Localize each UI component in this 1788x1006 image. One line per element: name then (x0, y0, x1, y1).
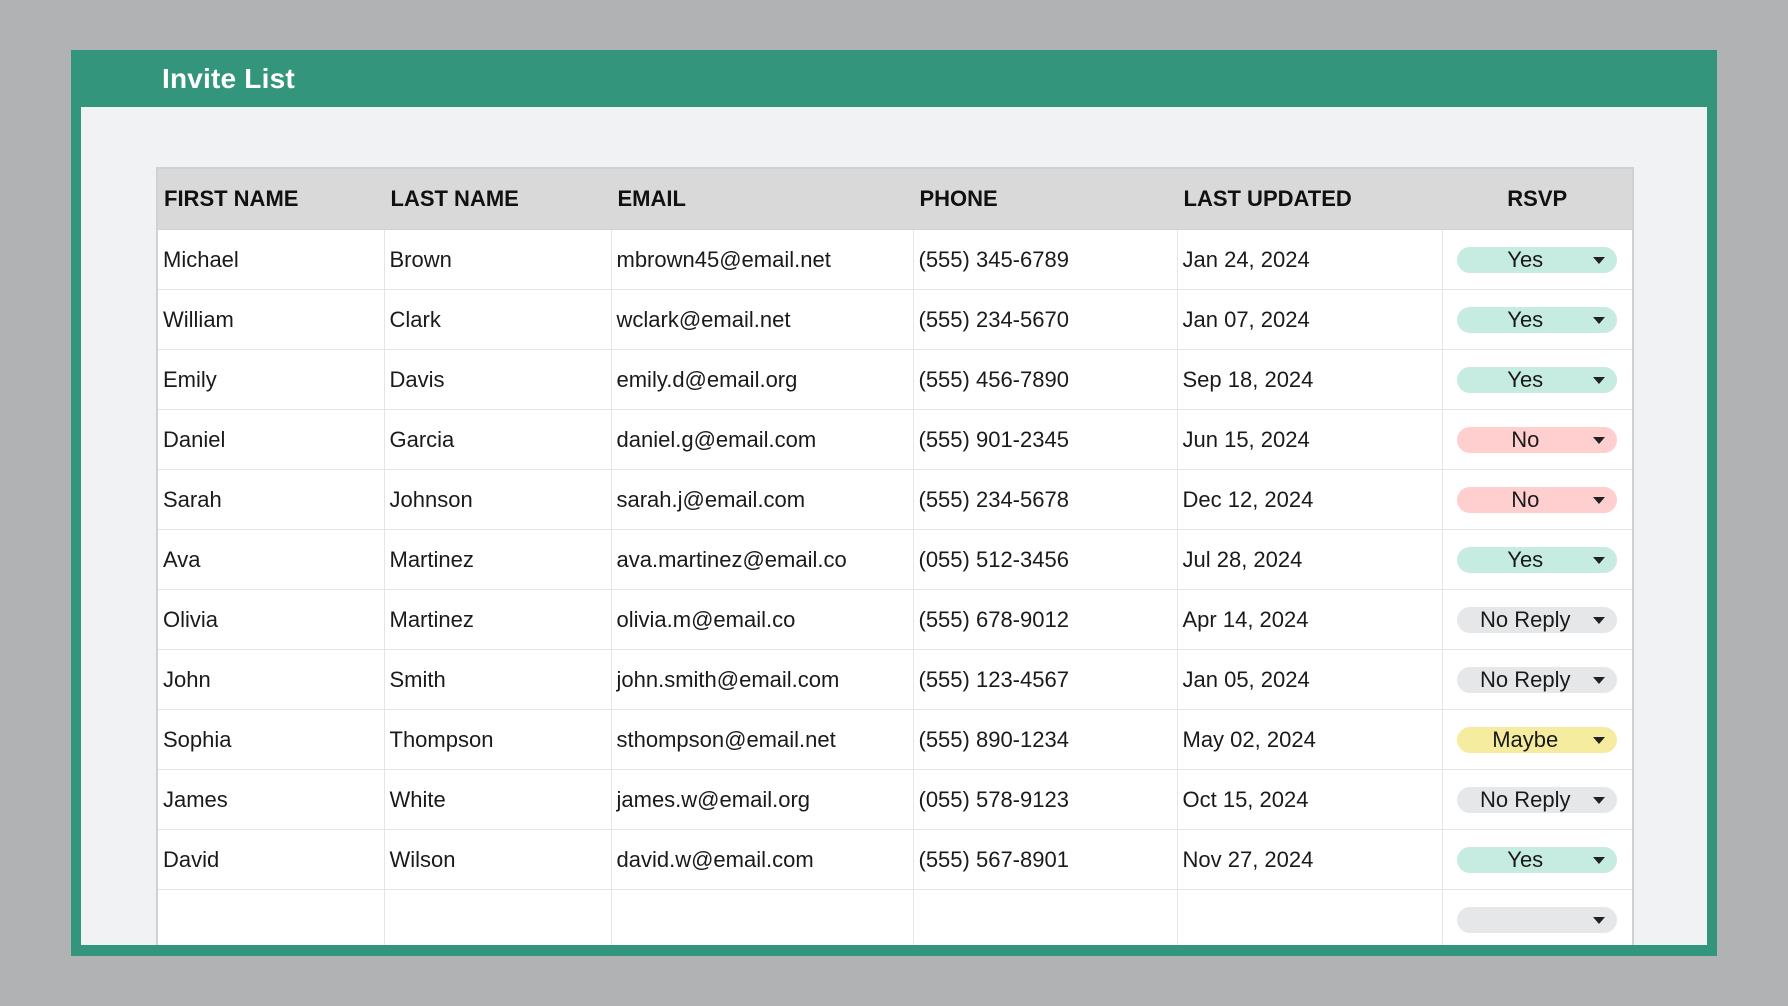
last-name-cell[interactable]: Thompson (384, 710, 611, 770)
column-header-last-updated[interactable]: LAST UPDATED (1177, 168, 1442, 230)
email-cell[interactable]: sthompson@email.net (611, 710, 913, 770)
last-name-cell[interactable]: Smith (384, 650, 611, 710)
last-updated-cell[interactable]: Oct 15, 2024 (1177, 770, 1442, 830)
caret-down-icon[interactable] (1593, 317, 1605, 324)
last-updated-cell[interactable]: Jan 07, 2024 (1177, 290, 1442, 350)
phone-cell[interactable]: (555) 890-1234 (913, 710, 1177, 770)
last-updated-cell[interactable]: Jun 15, 2024 (1177, 410, 1442, 470)
caret-down-icon[interactable] (1593, 497, 1605, 504)
column-header-email[interactable]: EMAIL (611, 168, 913, 230)
first-name-cell[interactable]: Ava (157, 530, 384, 590)
first-name-cell[interactable]: Olivia (157, 590, 384, 650)
rsvp-dropdown[interactable] (1457, 307, 1617, 333)
email-cell[interactable]: ava.martinez@email.co (611, 530, 913, 590)
rsvp-cell (1442, 410, 1633, 470)
last-name-cell[interactable]: Davis (384, 350, 611, 410)
table-row (157, 890, 1633, 946)
first-name-cell[interactable]: Sophia (157, 710, 384, 770)
rsvp-value: Yes (1507, 307, 1544, 333)
rsvp-value: No (1511, 427, 1540, 453)
caret-down-icon[interactable] (1593, 677, 1605, 684)
table-row (157, 590, 1633, 650)
caret-down-icon[interactable] (1593, 917, 1605, 924)
rsvp-value: Yes (1507, 847, 1544, 873)
phone-cell[interactable]: (555) 567-8901 (913, 830, 1177, 890)
table-row (157, 470, 1633, 530)
rsvp-dropdown[interactable] (1457, 607, 1617, 633)
invite-table (156, 167, 1634, 945)
last-updated-cell[interactable]: Jul 28, 2024 (1177, 530, 1442, 590)
rsvp-cell (1442, 470, 1633, 530)
last-updated-cell[interactable]: Apr 14, 2024 (1177, 590, 1442, 650)
rsvp-cell (1442, 650, 1633, 710)
last-name-cell[interactable]: Wilson (384, 830, 611, 890)
email-cell[interactable]: james.w@email.org (611, 770, 913, 830)
caret-down-icon[interactable] (1593, 617, 1605, 624)
rsvp-cell (1442, 770, 1633, 830)
rsvp-dropdown[interactable] (1457, 787, 1617, 813)
first-name-cell[interactable]: Michael (157, 230, 384, 290)
rsvp-dropdown[interactable] (1457, 847, 1617, 873)
email-cell[interactable]: john.smith@email.com (611, 650, 913, 710)
table-row (157, 530, 1633, 590)
rsvp-cell (1442, 230, 1633, 290)
rsvp-value: Yes (1507, 247, 1544, 273)
last-updated-cell[interactable]: May 02, 2024 (1177, 710, 1442, 770)
table-body (157, 230, 1633, 946)
last-name-cell[interactable]: Garcia (384, 410, 611, 470)
rsvp-cell (1442, 350, 1633, 410)
caret-down-icon[interactable] (1593, 377, 1605, 384)
rsvp-dropdown[interactable] (1457, 427, 1617, 453)
table-row (157, 230, 1633, 290)
last-name-cell[interactable]: Martinez (384, 590, 611, 650)
rsvp-dropdown[interactable] (1457, 907, 1617, 933)
last-updated-cell[interactable]: Sep 18, 2024 (1177, 350, 1442, 410)
table-row (157, 770, 1633, 830)
column-header-first-name[interactable]: FIRST NAME (157, 168, 384, 230)
last-name-cell[interactable]: Brown (384, 230, 611, 290)
first-name-cell[interactable]: Daniel (157, 410, 384, 470)
last-name-cell[interactable]: White (384, 770, 611, 830)
page-title: Invite List (162, 63, 295, 94)
email-cell[interactable]: mbrown45@email.net (611, 230, 913, 290)
spreadsheet-area (81, 107, 1707, 945)
rsvp-cell (1442, 290, 1633, 350)
rsvp-dropdown[interactable] (1457, 367, 1617, 393)
first-name-cell[interactable]: David (157, 830, 384, 890)
caret-down-icon[interactable] (1593, 737, 1605, 744)
header-row (157, 168, 1633, 230)
email-cell[interactable]: sarah.j@email.com (611, 470, 913, 530)
email-cell[interactable] (611, 890, 913, 946)
rsvp-value: Yes (1507, 367, 1544, 393)
table-row (157, 650, 1633, 710)
rsvp-value: Maybe (1492, 727, 1559, 753)
last-updated-cell[interactable] (1177, 890, 1442, 946)
rsvp-value: No Reply (1480, 667, 1571, 693)
column-header-phone[interactable]: PHONE (913, 168, 1177, 230)
rsvp-value: Yes (1507, 547, 1544, 573)
last-updated-cell[interactable]: Dec 12, 2024 (1177, 470, 1442, 530)
invite-list-window (71, 50, 1717, 956)
last-name-cell[interactable] (384, 890, 611, 946)
column-header-rsvp[interactable]: RSVP (1442, 168, 1633, 230)
rsvp-dropdown[interactable] (1457, 547, 1617, 573)
rsvp-dropdown[interactable] (1457, 247, 1617, 273)
last-updated-cell[interactable]: Jan 05, 2024 (1177, 650, 1442, 710)
rsvp-cell (1442, 530, 1633, 590)
table-row (157, 830, 1633, 890)
table-row (157, 410, 1633, 470)
first-name-cell[interactable]: Sarah (157, 470, 384, 530)
rsvp-value: No (1511, 487, 1540, 513)
phone-cell[interactable]: (555) 901-2345 (913, 410, 1177, 470)
phone-cell[interactable]: (555) 345-6789 (913, 230, 1177, 290)
last-updated-cell[interactable]: Nov 27, 2024 (1177, 830, 1442, 890)
first-name-cell[interactable]: Emily (157, 350, 384, 410)
email-cell[interactable]: emily.d@email.org (611, 350, 913, 410)
phone-cell[interactable]: (055) 512-3456 (913, 530, 1177, 590)
email-cell[interactable]: olivia.m@email.co (611, 590, 913, 650)
phone-cell[interactable]: (555) 678-9012 (913, 590, 1177, 650)
phone-cell[interactable]: (555) 123-4567 (913, 650, 1177, 710)
rsvp-cell (1442, 710, 1633, 770)
phone-cell[interactable] (913, 890, 1177, 946)
caret-down-icon[interactable] (1593, 437, 1605, 444)
last-name-cell[interactable]: Johnson (384, 470, 611, 530)
last-updated-cell[interactable]: Jan 24, 2024 (1177, 230, 1442, 290)
table-row (157, 290, 1633, 350)
rsvp-value: No Reply (1480, 607, 1571, 633)
caret-down-icon[interactable] (1593, 797, 1605, 804)
first-name-cell[interactable]: William (157, 290, 384, 350)
rsvp-dropdown[interactable] (1457, 487, 1617, 513)
phone-cell[interactable]: (555) 234-5670 (913, 290, 1177, 350)
rsvp-dropdown[interactable] (1457, 727, 1617, 753)
column-header-last-name[interactable]: LAST NAME (384, 168, 611, 230)
rsvp-cell (1442, 830, 1633, 890)
last-name-cell[interactable]: Martinez (384, 530, 611, 590)
caret-down-icon[interactable] (1593, 557, 1605, 564)
rsvp-dropdown[interactable] (1457, 667, 1617, 693)
last-name-cell[interactable]: Clark (384, 290, 611, 350)
email-cell[interactable]: daniel.g@email.com (611, 410, 913, 470)
rsvp-value: No Reply (1480, 787, 1571, 813)
rsvp-cell (1442, 890, 1633, 946)
phone-cell[interactable]: (055) 578-9123 (913, 770, 1177, 830)
caret-down-icon[interactable] (1593, 257, 1605, 264)
phone-cell[interactable]: (555) 234-5678 (913, 470, 1177, 530)
first-name-cell[interactable]: James (157, 770, 384, 830)
table-row (157, 350, 1633, 410)
table-row (157, 710, 1633, 770)
first-name-cell[interactable]: John (157, 650, 384, 710)
rsvp-cell (1442, 590, 1633, 650)
first-name-cell[interactable] (157, 890, 384, 946)
phone-cell[interactable]: (555) 456-7890 (913, 350, 1177, 410)
email-cell[interactable]: wclark@email.net (611, 290, 913, 350)
caret-down-icon[interactable] (1593, 857, 1605, 864)
email-cell[interactable]: david.w@email.com (611, 830, 913, 890)
